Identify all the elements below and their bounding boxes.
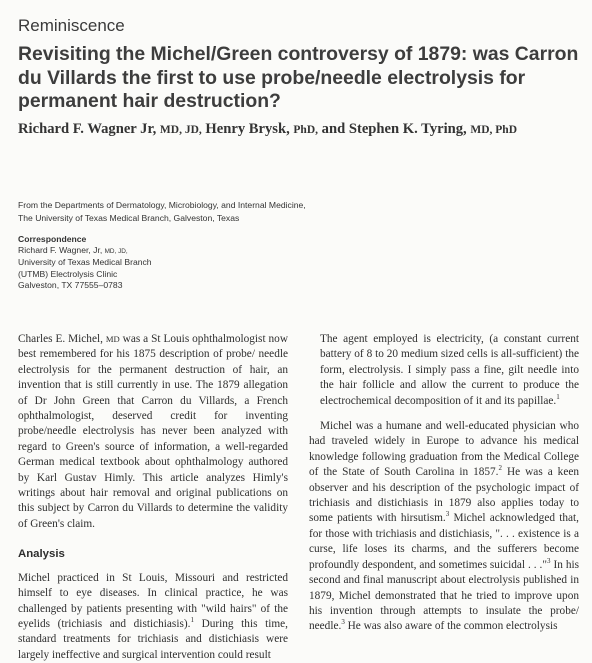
reference-mark: 3 [547,556,551,565]
affiliation: From the Departments of Dermatology, Microbiology, and Internal Medicine, The University of Texas Medical Branch, Galveston, Texas [18,200,306,223]
reference-mark: 1 [190,616,194,625]
reference-mark: 3 [341,618,345,627]
abstract-degree: MD [105,334,120,344]
author-degree: MD, PhD [470,124,518,136]
author-list [18,121,584,138]
author-name: Richard F. Wagner Jr, [18,121,157,137]
correspondence-block [18,234,318,291]
quote-paragraph: The agent employed is electricity, (a constant current battery of 8 to 20 medium sized cells is all-sufficient) the form, electrolysis. I simply pass a fine, gilt needle into the hair follicle and allow the current to produce the electrochemical decomposition of it and its papillae.$^1$ [320,333,579,407]
article-title: Revisiting the Michel/Green controversy of 1879: was Carron du Villards the first to use probe/needle electrolysis for permanent hair destruction? [18,43,579,112]
correspondence-heading: Correspondence [18,234,87,244]
analysis-paragraph: Michel practiced in St Louis, Missouri and restricted himself to eye diseases. In clinical practice, he was challenged by patients presenting with "wild hairs" of the eyelids (trichiasis and distichiasis).$^1$ During this time, standard treatments for trichiasis and distichiasis were largely ineffective and surgical intervention could result [18,571,288,661]
abstract-paragraph: Charles E. Michel, MD was a St Louis ophthalmologist now best remembered for his 1875 description of probe/ needle electrolysis for the permanent destruction of hair, an invention that is still currently in use. The 1879 allegation of Dr John Green that Carron du Villards, a French ophthalmologist, deserved credit for inventing probe/needle electrolysis has never been analyzed with regard to Green's source of information, a well-regarded German medical textbook about ophthalmology authored by Karl Gustav Himly. This article analyzes Himly's writings about hair removal and original publications on this subject by Carron du Villards to determine the validity of Green's claim. [18,333,288,530]
correspondence-name-line [18,245,318,257]
reference-mark: 2 [498,464,503,473]
reference-mark: 1 [556,392,560,401]
correspondence-line: University of Texas Medical Branch [18,257,152,268]
analysis-heading: Analysis [18,548,65,561]
right-column [309,332,579,635]
author-degree: PhD, [293,124,319,136]
section-label: Reminiscence [18,16,125,35]
author-degree: MD, JD, [159,124,202,136]
correspondence-line: Galveston, TX 77555–0783 [18,279,123,290]
author-name: and Stephen K. Tyring, [321,121,467,137]
correspondence-line: (UTMB) Electrolysis Clinic [18,268,118,279]
correspondence-name: Richard F. Wagner, Jr, [18,245,103,256]
body-paragraph: Michel was a humane and well-educated physician who had traveled widely in Europe to advance his medical knowledge following graduation from the Medical College of the State of South Carolina in 1857.$^2$ He was a keen observer and his description of the psychologic impact of trichiasis and distichiasis in 1879 also applies today to some patients with hirsutism.$^3$ Michel acknowledged that, for those with trichiasis and distichiasis, ". . . existence is a curse, life loses its charms, and the sufferers become profoundly despondent, and sometimes suicidal . . ."$^3$ In his second and final manuscript about electrolysis published in 1879, Michel demonstrated that he tried to improve upon his invention through attempts to insulate the probe/ needle.$^3$ He was also aware of the common electrolysis [309,420,580,633]
correspondence-degree: MD, JD, [104,248,128,256]
left-column [18,332,288,663]
author-name: Henry Brysk, [205,121,290,137]
reference-mark: 3 [445,510,450,519]
